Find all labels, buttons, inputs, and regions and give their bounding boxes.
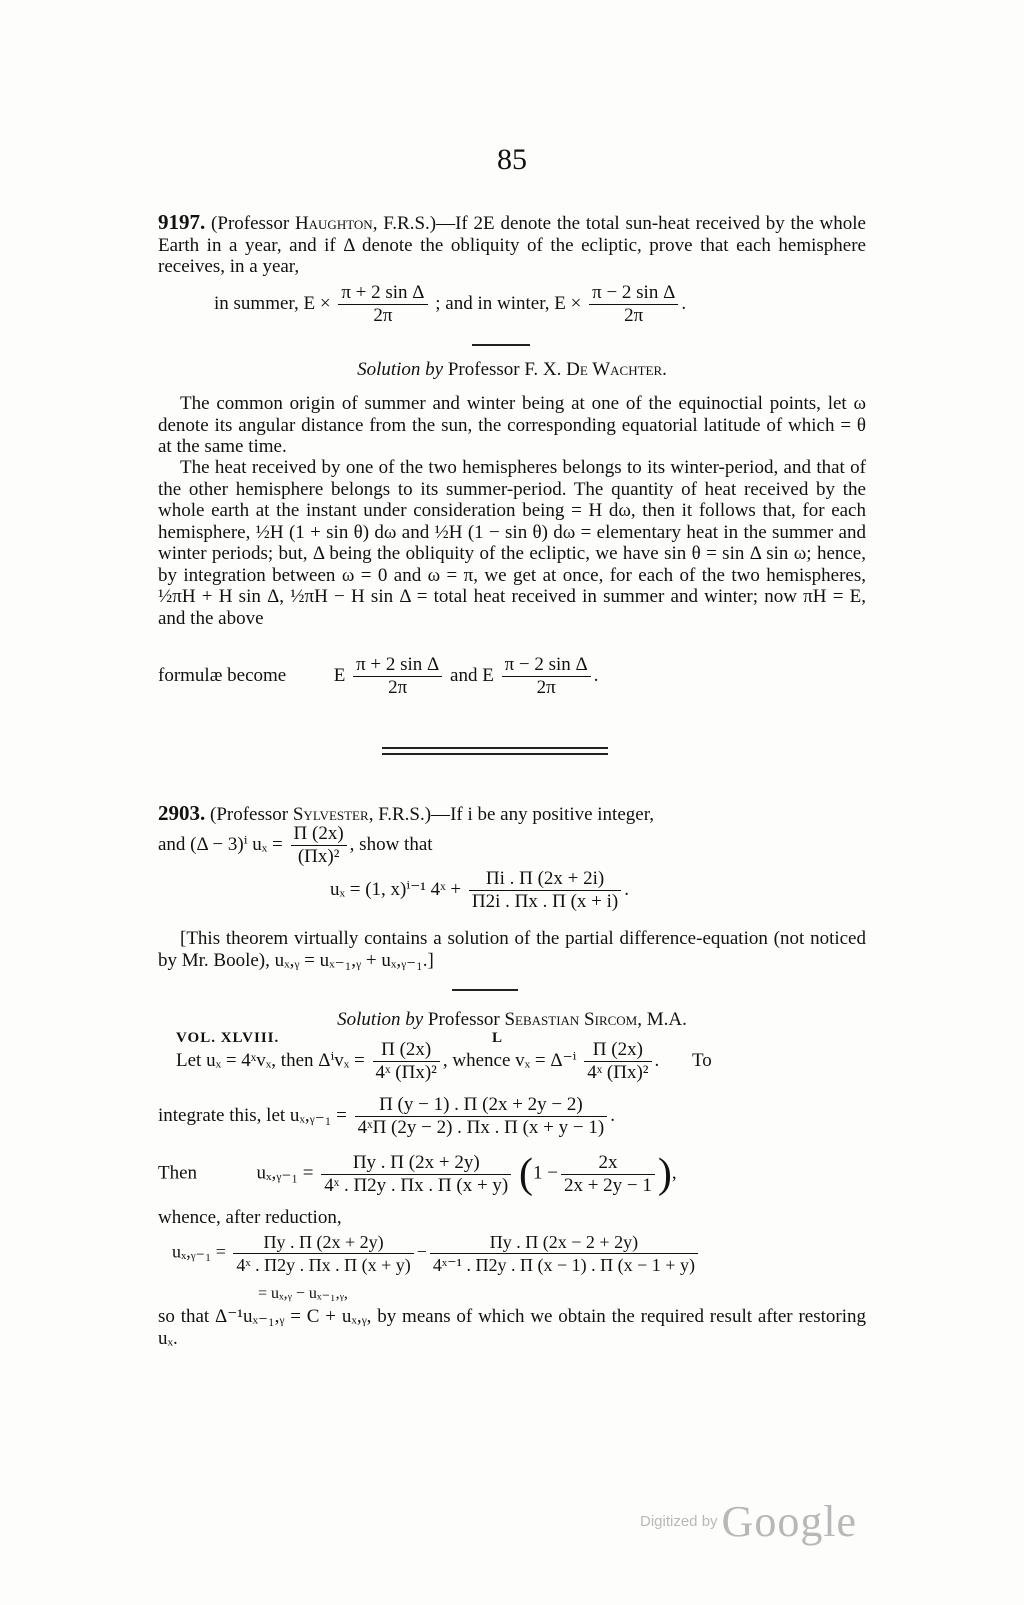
equation-summer-winter: in summer, E × $\frac{\text{π + 2 sin Δ}}{2\pi}$ ; and in winter, E × $\frac{\text{π − 2 sin Δ}}{2\pi}$ . [214,282,687,326]
author-close: , F.R.S.)— [372,213,456,234]
fraction: $\frac{\Pi i . \Pi (2x + 2i)}{\Pi 2i . \Pi x . \Pi (x + i)}$ [469,869,621,912]
question-number: 2903. [158,801,206,825]
eq-sep: ; and in winter, E × [435,292,582,314]
integrate-line: integrate this, let uₓ,ᵧ₋₁ = $\frac{\Pi (y - 1) . \Pi (2x + 2y - 2)}{\text{4ˣΠ (2y − 2) . Πx . Π (x + y − 1)}}$ . [158,1094,615,1138]
volume-label: VOL. XLVIII. [176,1030,280,1046]
whence-line: whence, after reduction, [158,1207,342,1228]
theorem-note: [This theorem virtually contains a solution of the partial difference-equation (not noticed by Mr. Boole), uₓ,ᵧ = uₓ₋₁,ᵧ + uₓ,ᵧ₋₁.] [158,928,866,971]
solution-heading-9197: Solution by Professor F. X. De Wachter. [357,359,667,380]
question-9197 [158,212,866,278]
solution-paragraph: The common origin of summer and winter being at one of the equinoctial points, let ω denote its angular distance from the sun, the corresponding equatorial latitude of which = θ at the same time. [158,393,866,457]
fraction: $\frac{\text{π − 2 sin Δ}}{2\pi}$ [502,655,591,698]
fraction: $\frac{\Pi y . \Pi (2x + 2y)}{\text{4ˣ . Π2y . Πx . Π (x + y)}}$ [321,1153,511,1196]
fraction: $\frac{\Pi (y - 1) . \Pi (2x + 2y - 2)}{\text{4ˣΠ (2y − 2) . Πx . Π (x + y − 1)}}$ [355,1095,608,1138]
short-rule [452,989,518,991]
fraction: $\frac{2x}{2x + 2y - 1}$ [561,1153,655,1196]
double-rule [382,747,608,755]
author-name: Haughton [294,213,373,234]
question-2903: 2903. (Professor Sylvester, F.R.S.)—If i be any positive integer, [158,801,655,825]
fraction: $\frac{\Pi y . \Pi (2x - 2 + 2y)}{\text{4ˣ⁻¹ . Π2y . Π (x − 1) . Π (x − 1 + y)}}$ [430,1232,698,1275]
digitized-watermark: Digitized by Google [640,1497,858,1546]
fraction: $\frac{\text{π − 2 sin Δ}}{2\pi}$ [589,283,678,326]
solution-paragraph: The heat received by one of the two hemispheres belongs to its winter-period, and that of the other hemisphere belongs to its summer-period. The quantity of heat received by the whole earth at the instant under consideration being = H dω, then it follows that, for each hemisphere, ½H (1 + sin θ) dω and ½H (1 − sin θ) dω = elementary heat in the summer and winter periods; but, Δ being the obliquity of the ecliptic, we have sin θ = sin Δ sin ω; hence, by integration between ω = 0 and ω = π, we get at once, for each of the two hemispheres, ½πH + H sin Δ, ½πH − H sin Δ = total heat received in summer and winter; now πH = E, and the above [158,457,866,629]
fraction: $\frac{\Pi (2x)}{\text{(Πx)²}}$ [291,824,347,867]
solution-heading-2903: Solution by Professor Sebastian Sircom, M.A. [337,1009,687,1030]
reduction-line: uₓ,ᵧ₋₁ = $\frac{\Pi y . \Pi (2x + 2y)}{\text{4ˣ . Π2y . Πx . Π (x + y)}}$ − $\frac{\Pi y . \Pi (2x - 2 + 2y)}{\text{4ˣ⁻¹ . Π2y . Π (x − 1) . Π (x − 1 + y)}}$ [172,1232,880,1275]
fraction: $\frac{\Pi y . \Pi (2x + 2y)}{\text{4ˣ . Π2y . Πx . Π (x + y)}}$ [233,1232,413,1275]
question-number: 9197. [158,210,206,234]
short-rule [472,344,530,346]
result-line: uₓ = (1, x)ⁱ⁻¹ 4ˣ + $\frac{\Pi i . \Pi (2x + 2i)}{\Pi 2i . \Pi x . \Pi (x + i)}$ . [330,868,629,912]
eq-lead: in summer, E × [214,292,331,314]
let-line: Let uₓ = 4ˣvₓ, then Δⁱvₓ = $\frac{\Pi (2x)}{\text{4ˣ (Πx)²}}$ , whence vₓ = Δ⁻ⁱ $\frac{\Pi (2x)}{\text{4ˣ (Πx)²}}$ . To [176,1039,712,1083]
fraction: $\frac{\Pi (2x)}{\text{4ˣ (Πx)²}}$ [373,1040,440,1083]
signature-mark: L [492,1030,504,1046]
page-number: 85 [497,143,527,176]
then-line: Then uₓ,ᵧ₋₁ = $\frac{\Pi y . \Pi (2x + 2y)}{\text{4ˣ . Π2y . Πx . Π (x + y)}}$ (1 − $\frac{2x}{2x + 2y - 1}$ ), [158,1151,677,1197]
condition-line: and (Δ − 3)ⁱ uₓ = $\frac{\Pi (2x)}{\text{(Πx)²}}$ , show that [158,823,433,867]
final-paragraph: so that Δ⁻¹uₓ₋₁,ᵧ = C + uₓ,ᵧ, by means of which we obtain the required result after restoring uₓ. [158,1306,866,1349]
fraction: $\frac{\text{π + 2 sin Δ}}{2\pi}$ [353,655,442,698]
formulae-line: formulæ become E $\frac{\text{π + 2 sin Δ}}{2\pi}$ and E $\frac{\text{π − 2 sin Δ}}{2\pi}$ . [158,654,599,698]
fraction: $\frac{\Pi (2x)}{\text{4ˣ (Πx)²}}$ [584,1040,651,1083]
author-open: (Professor [211,213,295,234]
question-text: If 2E denote the total sun-heat received by the whole Earth in a year, and if Δ denote the obliquity of the ecliptic, prove that each hemisphere receives, in a year, [158,213,866,277]
reduction-line-2: = uₓ,ᵧ − uₓ₋₁,ᵧ, [258,1285,348,1302]
fraction: $\frac{\text{π + 2 sin Δ}}{2\pi}$ [338,283,427,326]
